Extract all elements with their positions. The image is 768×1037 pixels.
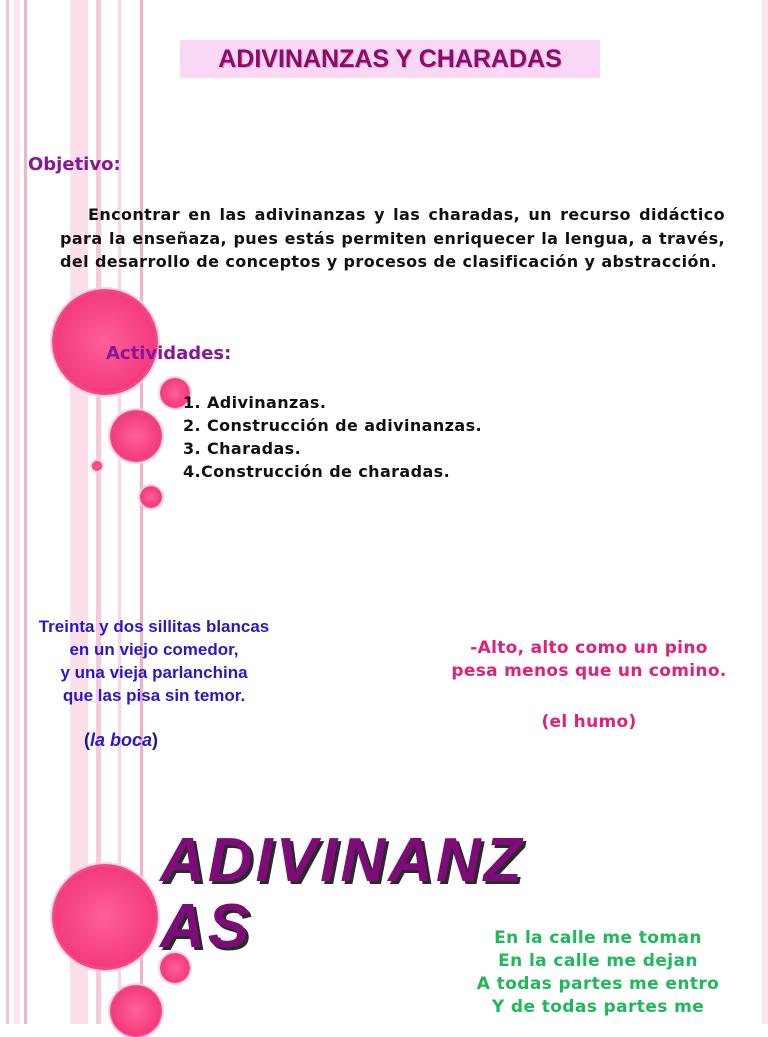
riddle-line: A todas partes me entro (476, 974, 720, 994)
riddle-green (440, 927, 756, 1019)
objective-heading: Objetivo: (28, 154, 121, 175)
activity-item: 3. Charadas. (183, 439, 302, 458)
riddle-line: Y de todas partes me (491, 997, 705, 1017)
decorative-circle (110, 985, 162, 1037)
decorative-circle (110, 410, 162, 462)
answer-close-paren: ) (152, 730, 159, 750)
page-title: ADIVINANZAS Y CHARADAS (218, 44, 562, 73)
riddle-humo (430, 637, 748, 683)
title-banner (180, 40, 600, 78)
riddle-line: y una vieja parlanchina (60, 663, 248, 682)
riddle-line: -Alto, alto como un pino (470, 638, 708, 658)
answer-text: la boca (90, 730, 153, 750)
riddle-line: pesa menos que un comino. (451, 661, 727, 681)
riddle-line: en un viejo comedor, (69, 640, 239, 659)
riddle-line: En la calle me dejan (498, 951, 698, 971)
decorative-stripe (6, 0, 9, 1024)
decorative-stripe (24, 0, 27, 1024)
section-title: ADIVINANZAS (160, 826, 525, 961)
decorative-stripe-right (762, 0, 768, 1024)
decorative-stripe (140, 0, 143, 1024)
activity-item: 2. Construcción de adivinanzas. (183, 416, 482, 435)
decorative-stripe (14, 0, 20, 1024)
riddle-line: Treinta y dos sillitas blancas (38, 617, 270, 636)
decorative-circle (52, 864, 158, 970)
decorative-circle (52, 289, 158, 395)
objective-text: Encontrar en las adivinanzas y las charadas, un recurso didáctico para la enseñaza, pues estás permiten enriquecer la lengua, a través, del desarrollo de conceptos y procesos de clasificación y abstracción. (60, 205, 725, 271)
riddle-boca-answer (84, 730, 158, 751)
riddle-boca (18, 615, 290, 707)
activities-heading: Actividades: (106, 343, 232, 364)
activity-item: 4.Construcción de charadas. (183, 462, 451, 481)
riddle-line: En la calle me toman (494, 928, 702, 948)
riddle-line: que las pisa sin temor. (62, 686, 246, 705)
activities-list (183, 391, 482, 483)
riddle-humo-answer: (el humo) (541, 712, 637, 732)
decorative-circle (92, 461, 102, 471)
activity-item: 1. Adivinanzas. (183, 393, 327, 412)
answer-open-paren: ( (84, 730, 90, 750)
decorative-circle (140, 486, 162, 508)
